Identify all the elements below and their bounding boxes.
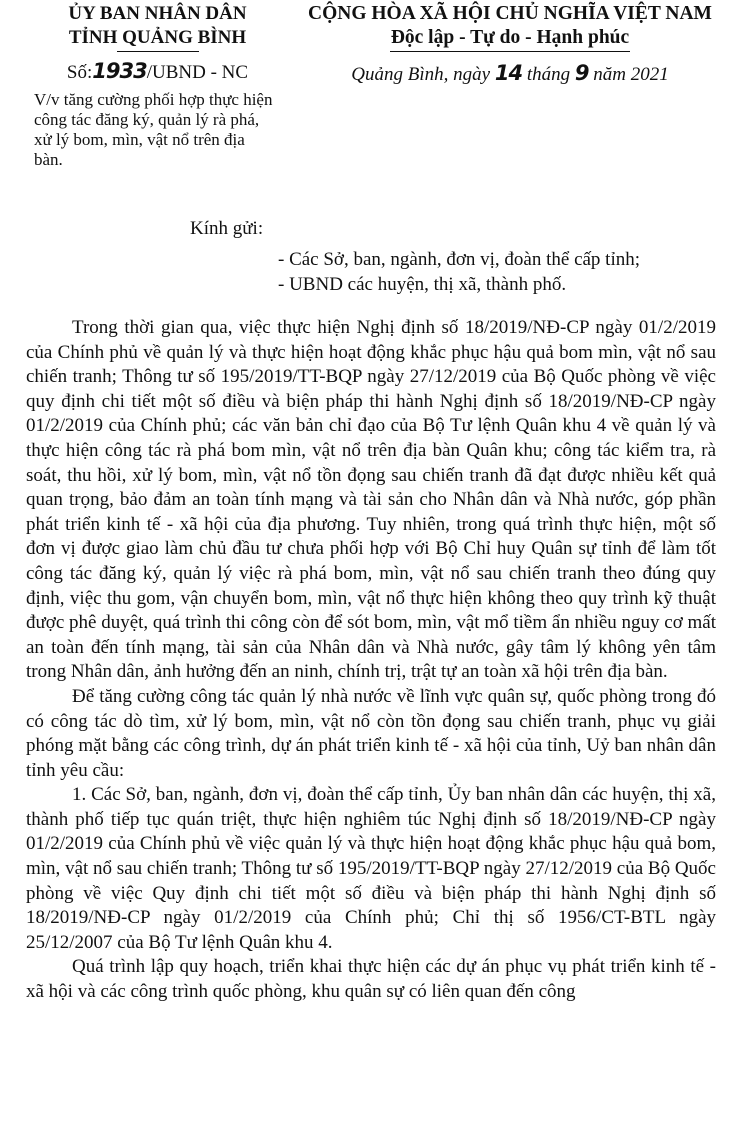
date-month-label: tháng: [526, 64, 571, 85]
national-motto: Độc lập - Tự do - Hạnh phúc: [390, 27, 630, 48]
national-header-block: [300, 2, 720, 88]
doc-number-suffix: /UBND - NC: [146, 62, 249, 83]
recipient-item: - UBND các huyện, thị xã, thành phố.: [278, 274, 567, 295]
salutation: Kính gửi:: [190, 218, 264, 239]
date-month-handwritten: 9: [574, 61, 589, 85]
document-number: [30, 58, 285, 86]
org-underline: [117, 51, 199, 52]
date-day-handwritten: 14: [494, 61, 523, 85]
nation-name: CỘNG HÒA XÃ HỘI CHỦ NGHĨA VIỆT NAM: [308, 3, 712, 24]
org-name-line1: ỦY BAN NHÂN DÂN: [68, 3, 247, 24]
body-paragraph: 1. Các Sở, ban, ngành, đơn vị, đoàn thể cấp tỉnh, Ủy ban nhân dân các huyện, thị xã, thành phố tiếp tục quán triệt, thực hiện nghiêm túc Nghị định số 18/2019/NĐ-CP ngày 01/2/2019 của Chính phủ về việc quản lý và thực hiện hoạt động khắc phục hậu quả bom, mìn, vật nổ sau chiến tranh; Thông tư số 195/2019/TT-BQP ngày 27/12/2019 của Bộ Quốc phòng về việc Quy định chi tiết một số điều và biện pháp thi hành Nghị định số 18/2019/NĐ-CP ngày 01/2/2019 của Chính phủ; Chỉ thị số 1956/CT-BTL ngày 25/12/2007 của Bộ Tư lệnh Quân khu 4.: [26, 784, 716, 953]
recipient-item: - Các Sở, ban, ngành, đơn vị, đoàn thể cấp tỉnh;: [278, 249, 641, 270]
date-year: năm 2021: [593, 64, 669, 85]
doc-number-handwritten: 1933: [92, 59, 147, 83]
document-date: [300, 60, 720, 88]
body-paragraph: Để tăng cường công tác quản lý nhà nước về lĩnh vực quân sự, quốc phòng trong đó có công tác dò tìm, xử lý bom, mìn, vật nổ còn tồn đọng sau chiến tranh, phục vụ giải phóng mặt bằng các công trình, dự án phát triển kinh tế - xã hội của tỉnh, Uỷ ban nhân dân tỉnh yêu cầu:: [26, 685, 716, 781]
org-name-line2: TỈNH QUẢNG BÌNH: [68, 27, 247, 48]
body-paragraph: Trong thời gian qua, việc thực hiện Nghị định số 18/2019/NĐ-CP ngày 01/2/2019 của Chính phủ về quản lý và thực hiện hoạt động khắc phục hậu quả bom mìn, vật nổ sau chiến tranh; Thông tư số 195/2019/TT-BQP ngày 27/12/2019 của Bộ Quốc phòng về việc quy định chi tiết một số điều và biện pháp thi hành Nghị định số 18/2019/NĐ-CP ngày 01/2/2019 của Chính phủ; các văn bản chỉ đạo của Bộ Tư lệnh Quân khu 4 về quản lý và thực hiện công tác rà phá bom mìn, vật nổ trên địa bàn Quân khu; công tác kiểm tra, rà soát, thu hồi, xử lý bom, mìn, vật nổ tồn đọng sau chiến tranh đã đạt được nhiều kết quả quan trọng, bảo đảm an toàn tính mạng và tài sản cho Nhân dân và Nhà nước, góp phần phát triển kinh tế - xã hội của địa phương. Tuy nhiên, trong quá trình thực hiện, một số đơn vị được giao làm chủ đầu tư chưa phối hợp với Bộ Chỉ huy Quân sự tỉnh để làm tốt công tác đăng ký, quản lý việc rà phá bom, mìn, vật nổ sau chiến tranh theo đúng quy định, việc thu gom, vận chuyển bom, mìn, vật nổ thực hiện không theo quy trình kỹ thuật được phê duyệt, quá trình thi công còn để sót bom, mìn, vật mổ tiềm ẩn nhiều nguy cơ mất an toàn đến tính mạng, tài sản của Nhân dân và Nhà nước, gây tâm lý không yên tâm trong Nhân dân, ảnh hưởng đến an ninh, chính trị, trật tự an toàn xã hội trên địa bàn.: [26, 317, 716, 683]
body-paragraph: Quá trình lập quy hoạch, triển khai thực hiện các dự án phục vụ phát triển kinh tế - xã hội và các công trình quốc phòng, khu quân sự có liên quan đến công: [26, 956, 716, 1003]
issuing-authority-block: [30, 2, 285, 170]
motto-underline: [390, 51, 630, 52]
date-prefix: Quảng Bình, ngày: [351, 64, 491, 85]
document-body: [26, 316, 716, 1005]
document-subject: V/v tăng cường phối hợp thực hiện công tác đăng ký, quản lý rà phá, xử lý bom, mìn, vật nổ trên địa bàn.: [34, 90, 273, 169]
doc-number-prefix: Số:: [66, 62, 93, 83]
recipient-list: [278, 247, 640, 297]
